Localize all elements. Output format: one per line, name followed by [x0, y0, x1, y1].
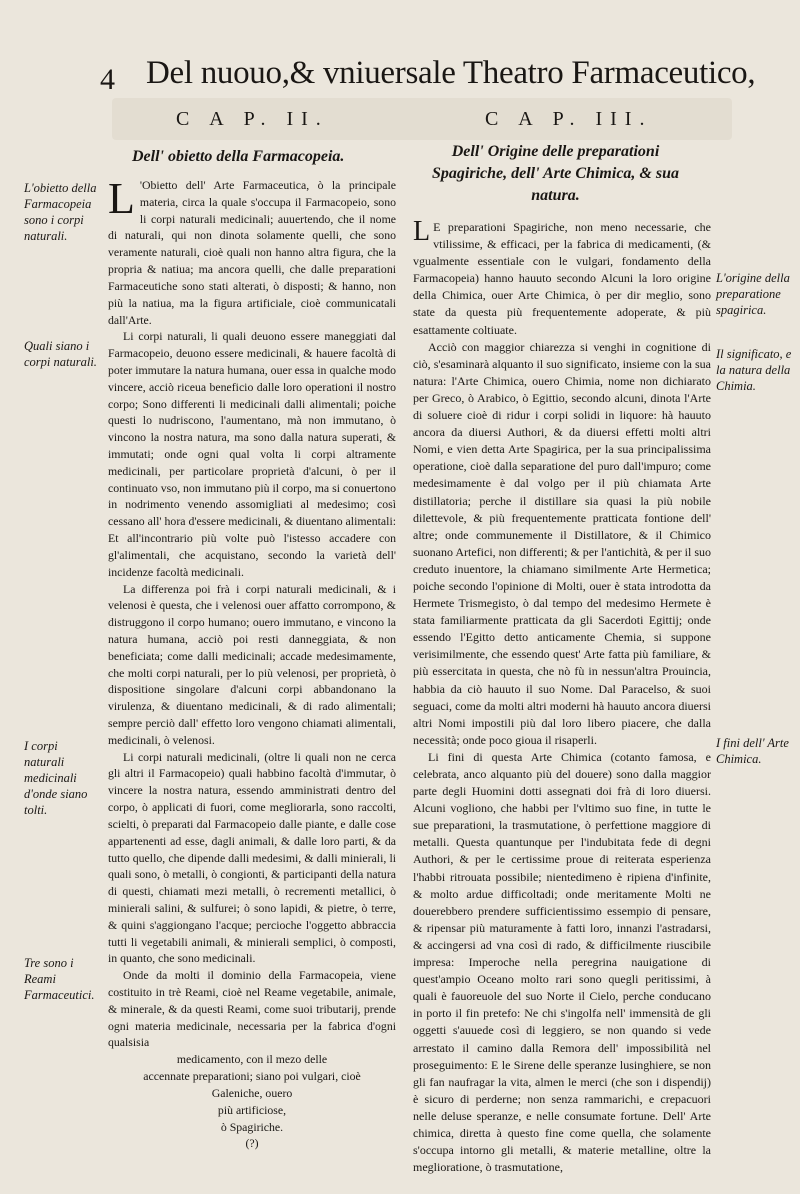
margin-note: L'obietto della Farmacopeia sono i corpi naturali.: [24, 181, 97, 243]
margin-note: L'origine della preparatione spagirica.: [716, 271, 790, 317]
tail-line: accennate preparationi; siano poi vulgari, cioè: [143, 1069, 361, 1084]
drop-cap: L: [108, 174, 135, 223]
paragraph-text: E preparationi Spagiriche, non meno necessarie, che vtilissime, & efficaci, per la fabrica di medicamenti, (& vgualmente essentiale con le vulgari, fondamento della Farmacopeia) hanno hauuto secondo Alcuni la loro origine della Chimica, ouer Arte Chimica, ò per dir meglio, sono state da questa più frequentemente adoperate, & più esattamente coltiuate.: [413, 220, 711, 337]
tail-line: ò Spagiriche.: [220, 1119, 284, 1134]
drop-cap: L: [413, 216, 431, 247]
paragraph: Onde da molti il dominio della Farmacopeia, viene costituito in trè Reami, cioè nel Reame vegetabile, animale, & minerale, & da questi Reami, come suoi tributarij, prende ogni materia medicinale, necessaria per la fabrica d'ogni qualsisia: [108, 968, 396, 1050]
running-title: Del nuouo,& vniuersale Theatro Farmaceutico,: [146, 55, 756, 91]
tail-line: Galeniche, ouero: [211, 1085, 293, 1100]
chapter-heading-left: C A P. II.: [176, 108, 329, 130]
page-number: 4: [100, 63, 115, 96]
margin-note: Il significato, e la natura della Chimia.: [716, 347, 792, 393]
left-column: [108, 174, 396, 1152]
chapter-title-right: Dell' Origine delle preparationi Spagiriche, dell' Arte Chimica, & sua natura.: [432, 143, 679, 204]
paragraph: Li corpi naturali medicinali, (oltre li quali non ne cerca gli altri il Farmacopeio) quali habbino facoltà d'immutar, ò vincere la nostra natura, essendo amministrati dentro del corpo, ò applicati di fuori, come megliorarla, sono raccolti, scielti, ò preparati dal Farmacopeio dalle piante, e dalle cose appartenenti ad esse, dagli animali, & dalle loro parti, & da tutto quello, che dipende dalli medesimi, & dalli minierali, li quali sono, ò metalli, ò congionti, & participanti della natura di questi, chiamati mezi metalli, ò recrementi metallici, ò minierali salini, & sulfurei; ò sono lapidi, & pietre, ò terre, & quini s'aggiongano l'acque; percioche l'oggetto abbraccia tutti li vegetabili animali, & minierali semplici, ò composti, in quanto, che sono medicinali.: [108, 749, 396, 966]
paragraph: Li fini di questa Arte Chimica (cotanto famosa, e celebrata, anco alquanto più del douere) sono dalla maggior parte degli Huomini dotti assegnati doi frà di loro diuersi. Alcuni vogliono, che habbi per l'vltimo suo fine, in tutte le sue preparationi, la trasmutatione, ò perfettione maggiore di metalli. Questa quantunque per l'indubitata fede di degni Authori, & per le certissime proue di reiterata esperienza l'habbi ritrouata possibile; nientedimeno è ripiena d'infinite, & molto ardue difficoltadi; onde meritamente Molti ne douerebbero prendere sufficientissimo essempio di pensare, & ripensar più maturamente à fatti loro, innanzi l'astradarsi, & accingersi ad vna così di rado, & difficilmente riuscibile impresa: Imperoche nella peregrina nauigatione di quest'ampio Oceano molto rari sono quegli peritissimi, à quali è fauoreuole del suo Norte il Cielo, perche conducano in porto il fin pretefo: Ne chi s'ingolfa nell' immensità de gli oggetti s'auuede così di leggiero, se non quando si vede arrestato il camino dalla Remora dell' impossibilità nel proseguimento: E le Sirene delle speranze lusinghiere, se non gli fan naufragar la vita, almen le merci (che son i dispendij) è sicuro di perderne; non senza rammarichi, e crepacuori nelle deluse speranze, e nelle consumate fortune. Dell' Arte chimica, diretta à questo fine come quella, che solamente s'occupa intorno gli metalli, & materie metalline, oltre la meglioratione, ò trasmutatione,: [413, 749, 711, 1175]
margin-note: Quali siano i corpi naturali.: [24, 339, 97, 369]
margin-note: I corpi naturali medicinali d'onde siano tolti.: [24, 739, 88, 817]
paragraph: Li corpi naturali, li quali deuono essere maneggiati dal Farmacopeio, deuono essere medicinali, & hauere facoltà di poter immutare la natura humana, ouer essa in qualche modo vincere, acciò riceua beneficio dalle loro operationi il nostro corpo; Sono differenti li medicinali dalli alimentali; poiche questi lo nudriscono, l'aumentano, mà non immutano, ò vincono la nostra natura, ma sono dalla natura superati, & immutati; onde ogni qual volta li corpi altramente medicinali, per particolare proprietà d'alcuni, ò per il continuato vso, non immutano più il corpo, ma si conuertono in nodrimento venendo assomigliati al medesimo; così cessano all' hora d'essere medicinali, & diuentano alimentali: Et all'incontrario più volte può l'istesso accadere con gl'alimentali, che acquistano, secondo la varietà dell' incidenze facoltà medicinali.: [108, 329, 396, 579]
paragraph: [108, 174, 396, 328]
tail-line: medicamento, con il mezo delle: [176, 1052, 328, 1067]
margin-note: Tre sono i Reami Farmaceutici.: [24, 956, 95, 1002]
paragraph-text: 'Obietto dell' Arte Farmaceutica, ò la principale materia, circa la quale s'occupa il Farmacopeio, sono li corpi naturali medicinali; auuertendo, che il nome di naturali, qui non dinota solamente quelli, che sono veramente naturali, cioè quali non hanno altra figura, che la propria & natiua; ma ancora quelli, che dalle preparationi Farmaceutiche sono stati alterati, ò disposti; & hanno, non più la natiua, ma la figura artificiale, cioè communicatali dall'Arte.: [108, 178, 396, 327]
right-column: [413, 216, 711, 1176]
margin-note: I fini dell' Arte Chimica.: [716, 736, 789, 766]
paragraph: La differenza poi frà i corpi naturali medicinali, & i velenosi è questa, che i velenosi ouer affatto corrompono, & distruggono il corpo humano; ouero immutano, e vincono la natura humana, acciò poi resti danneggiata, & non beneficiata; come dalli medicinali; accade medesimamente, che molti corpi naturali, per lo più velenosi, per proprietà, ò dispositione singolare d'alcuni corpi abbandonano la virulenza, & diuentano medicinali, & di rado alimentali; sempre perciò dall' effetto loro vengono chiamati alimentali, medicinali, ò velenosi.: [108, 581, 396, 747]
chapter-heading-right: C A P. III.: [485, 108, 653, 130]
paragraph: [413, 216, 711, 339]
signature-mark: (?): [245, 1136, 259, 1151]
paragraph: Acciò con maggior chiarezza si venghi in cognitione di ciò, s'esaminarà alquanto il suo significato, insieme con la sua natura: l'Arte Chimica, ouero Chimia, nome non dichiarato per Greco, ò Arabico, ò Egittio, secondo alcuni, dinota l'Arte di soluere cioè di ridur i corpi solidi in liquore: hà hauuto ancora da diuersi Authori, & da diuersi effetti molti altri Nomi, e vien detta Arte Spagirica, per la sua principalissima operatione, cioè dalla separatione del puro dall'impuro; come medesimamente è dal volgo per il più chiamata Arte distillatoria; perche il distillare sia quasi la più nobile dilettevole, & più frequentemente pratticata fontione dell' altre; onde communemente il Distillatore, & il Chimico suonano Artefici, non differenti; & per l'antichità, & per il suo creduto inuentore, la chiamano similmente Arte Hermetica; poiche secondo l'opinione di Molti, ouer è stata introdotta da Hermete Trismegisto, ò dal tempo del medesimo Hermete è stata familiarmente pratticata da gli Sacerdoti Egittij; onde essendo l'Egitto detto anticamente Chemia, si suppone verisimilmente, che essendo quest' Arte fatta più familiare, & più essercitata in questa, che nò fù in nessun'altra Prouincia, habbia da ciò hauuto il suo Nome. Dal Paracelso, & suoi seguaci, come da molti altri moderni hà hauuto ancora diuersi altri Nomi impostili più dal loro libero piacere, che dalla necessità; onde poco gioua il risaperli.: [413, 339, 711, 747]
tail-line: più artificiose,: [217, 1102, 287, 1117]
chapter-title-left: Dell' obietto della Farmacopeia.: [132, 148, 345, 165]
